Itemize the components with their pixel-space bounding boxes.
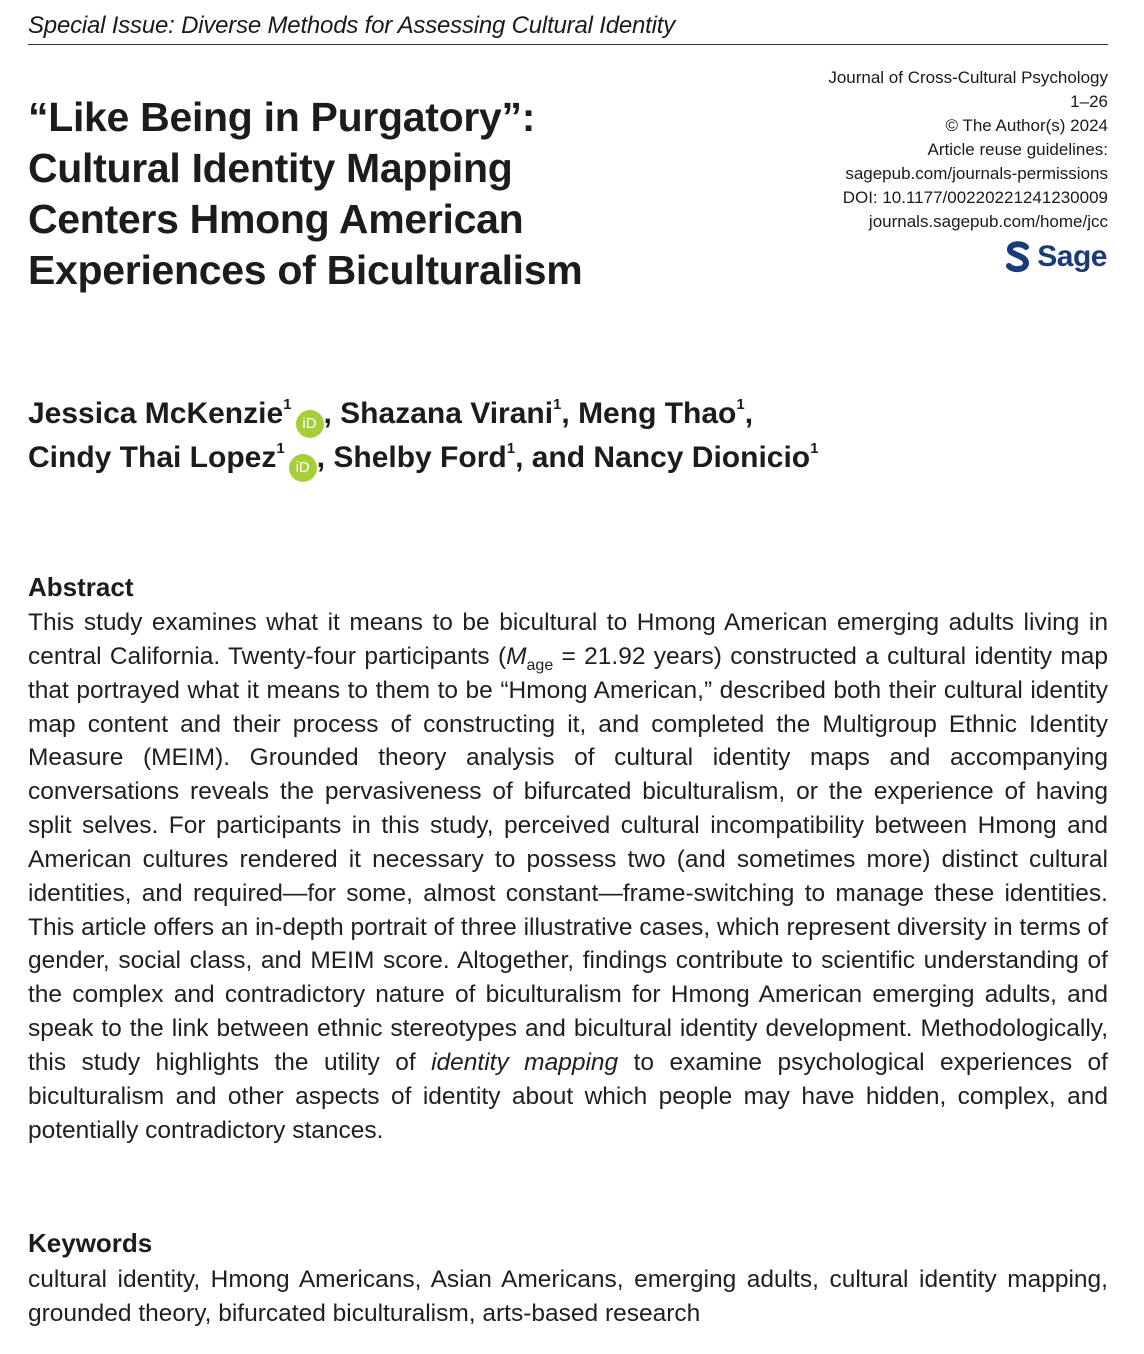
orcid-icon[interactable]: iD [296,410,324,438]
affiliation-mark: 1 [736,396,745,413]
orcid-icon[interactable]: iD [289,454,317,482]
affiliation-mark: 1 [283,396,292,413]
page-range: 1–26 [1070,92,1108,111]
abstract-part-3: to examine psychological experiences of biculturalism and other aspects of identity about which people may have hidden, complex, and potentially contradictory stances. [28,1048,1108,1144]
title-line: Cultural Identity Mapping [28,145,513,191]
sage-wordmark: Sage [1037,240,1107,273]
author-name[interactable]: Shazana Virani [340,397,554,430]
keywords-text: cultural identity, Hmong Americans, Asian Americans, emerging adults, cultural identity mapping, grounded theory, bifurcated biculturalism, arts-based research [28,1266,1108,1327]
abstract-text [28,606,1108,1148]
copyright: © The Author(s) 2024 [945,116,1108,135]
header-divider [28,44,1108,45]
article-title [28,92,748,296]
permissions-link[interactable]: sagepub.com/journals-permissions [845,164,1108,183]
title-line: Centers Hmong American [28,196,524,242]
abstract-italic-term: identity mapping [431,1048,619,1076]
affiliation-mark: 1 [810,440,819,457]
abstract-heading: Abstract [28,572,134,602]
author-name[interactable]: Shelby Ford [333,441,507,474]
journal-info [828,66,1108,234]
abstract-part-1: This study examines what it means to be bicultural to Hmong American emerging adults living in central California. Twenty-four participants ( [28,609,1108,670]
mean-subscript: age [526,656,554,674]
affiliation-mark: 1 [276,440,285,457]
title-line: “Like Being in Purgatory”: [28,94,536,140]
mean-age-symbol [506,642,554,674]
author-line-1: Jessica McKenzie$^1$iD , Shazana Virani$^1$, Meng Thao$^1$, [28,394,818,438]
author-conjunction: and [531,441,586,474]
author-name[interactable]: Meng Thao [578,397,737,430]
author-list [28,394,818,482]
sage-s-icon [1005,241,1031,273]
author-name[interactable]: Jessica McKenzie [28,397,284,430]
journal-home-link[interactable]: journals.sagepub.com/home/jcc [868,212,1108,231]
author-name[interactable]: Cindy Thai Lopez [28,441,277,474]
author-line-2: Cindy Thai Lopez$^1$iD , Shelby Ford$^1$, and Nancy Dionicio$^1$ [28,438,818,482]
affiliation-mark: 1 [506,440,516,457]
special-issue-header: Special Issue: Diverse Methods for Assessing Cultural Identity [28,12,676,39]
reuse-guidelines-label: Article reuse guidelines: [927,140,1108,159]
affiliation-mark: 1 [553,396,562,413]
title-line: Experiences of Biculturalism [28,247,583,293]
mean-symbol: M [506,642,527,670]
journal-name: Journal of Cross-Cultural Psychology [828,68,1108,87]
author-name[interactable]: Nancy Dionicio [593,441,811,474]
abstract-part-2: = 21.92 years) constructed a cultural identity map that portrayed what it means to them to be “Hmong American,” described both their cultural identity map content and their process of constructing it, and completed the Multigroup Ethnic Identity Measure (MEIM). Grounded theory analysis of cultural identity maps and accompanying conversations reveals the pervasiveness of bifurcated biculturalism, or the experience of having split selves. For participants in this study, perceived cultural incompatibility between Hmong and American cultures rendered it necessary to possess two (and sometimes more) distinct cultural identities, and required—for some, almost constant—frame-switching to manage these identities. This article offers an in-depth portrait of three illustrative cases, which represent diversity in terms of gender, social class, and MEIM score. Altogether, findings contribute to scientific understanding of the complex and contradictory nature of biculturalism for Hmong American emerging adults, and speak to the link between ethnic stereotypes and bicultural identity development. Methodologically, this study highlights the utility of [28,642,1109,1076]
doi[interactable]: DOI: 10.1177/00220221241230009 [842,188,1108,207]
sage-logo [1005,240,1107,274]
keywords-heading: Keywords [28,1228,153,1258]
